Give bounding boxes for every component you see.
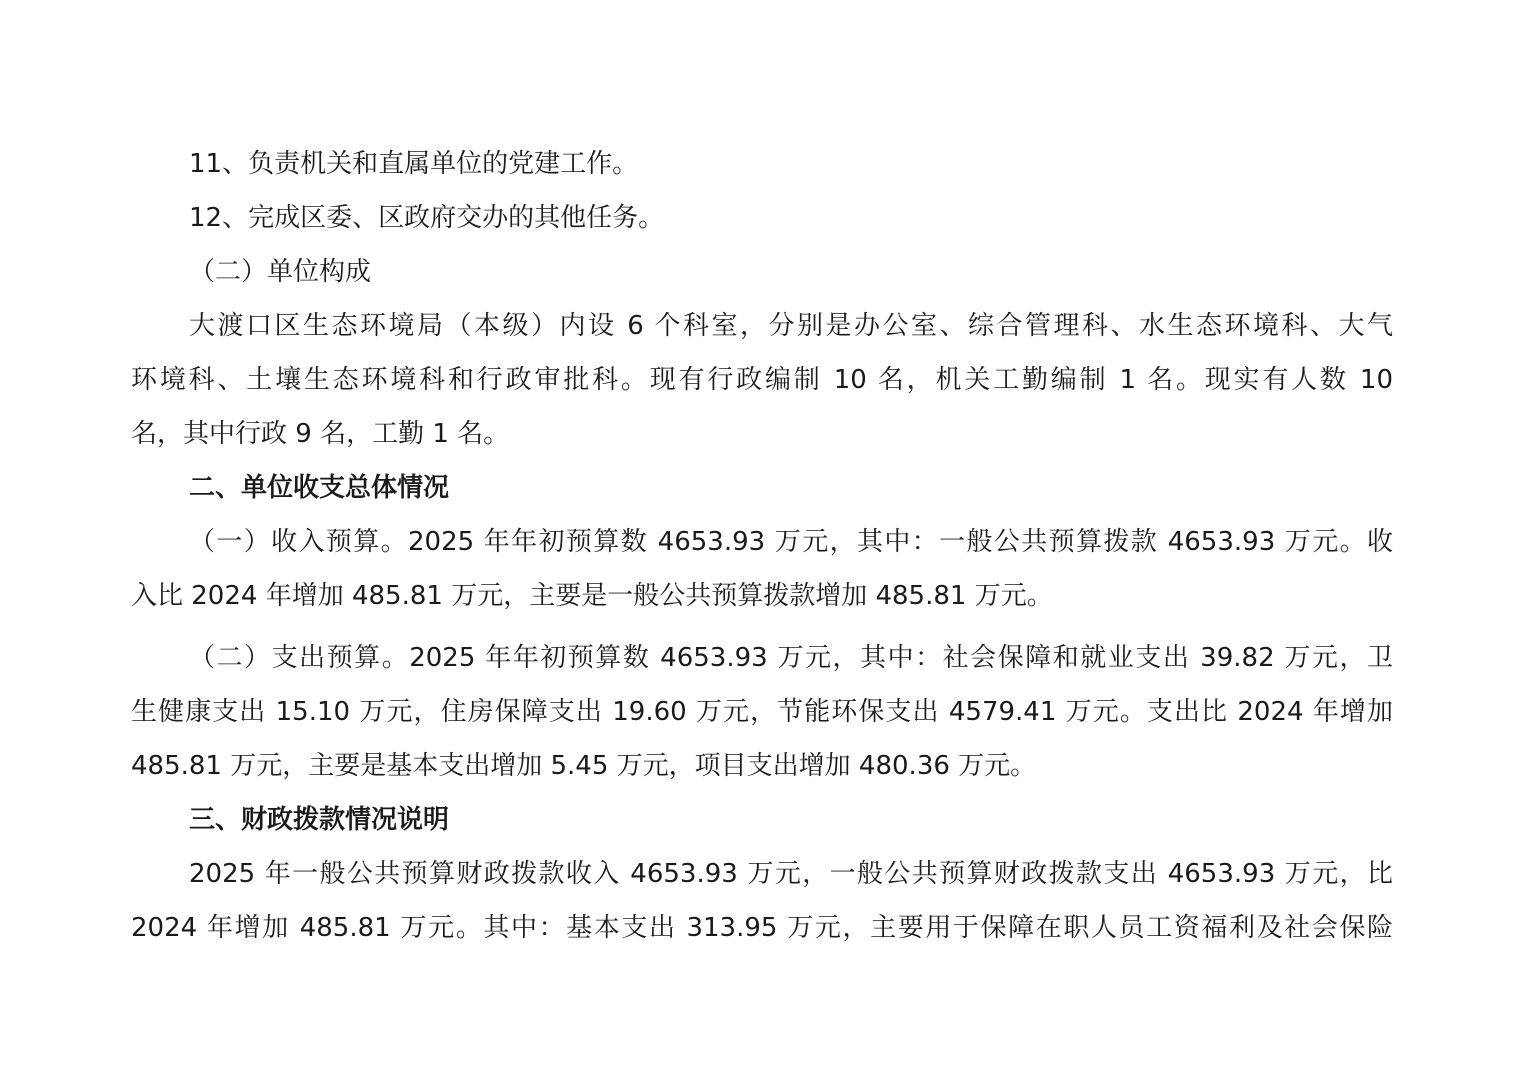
paragraph-line: （一）收入预算。2025 年年初预算数 4653.93 万元，其中：一般公共预算拨款 4653.93 万元。收	[189, 527, 1393, 557]
paragraph-line: 2024 年增加 485.81 万元。其中：基本支出 313.95 万元，主要用于保障在职人员工资福利及社会保险	[131, 913, 1393, 943]
section-heading-income-expenditure: 二、单位收支总体情况	[189, 473, 450, 503]
paragraph-line: 名，其中行政 9 名，工勤 1 名。	[131, 419, 510, 449]
section-heading-fiscal-appropriation: 三、财政拨款情况说明	[189, 805, 450, 835]
paragraph-line: 485.81 万元，主要是基本支出增加 5.45 万元，项目支出增加 480.36 万元。	[131, 751, 1037, 781]
paragraph-line: 入比 2024 年增加 485.81 万元，主要是一般公共预算拨款增加 485.81 万元。	[131, 581, 1053, 611]
paragraph-line: （二）支出预算。2025 年年初预算数 4653.93 万元，其中：社会保障和就业支出 39.82 万元，卫	[189, 643, 1393, 673]
paragraph-line: 2025 年一般公共预算财政拨款收入 4653.93 万元，一般公共预算财政拨款支出 4653.93 万元，比	[189, 859, 1393, 889]
paragraph-line: 大渡口区生态环境局（本级）内设 6 个科室，分别是办公室、综合管理科、水生态环境科、大气	[189, 311, 1393, 341]
duty-item-11: 11、负责机关和直属单位的党建工作。	[189, 149, 639, 179]
duty-item-12: 12、完成区委、区政府交办的其他任务。	[189, 203, 665, 233]
subsection-heading-unit-composition: （二）单位构成	[189, 257, 372, 287]
paragraph-line: 生健康支出 15.10 万元，住房保障支出 19.60 万元，节能环保支出 4579.41 万元。支出比 2024 年增加	[131, 697, 1393, 727]
paragraph-line: 环境科、土壤生态环境科和行政审批科。现有行政编制 10 名，机关工勤编制 1 名。现实有人数 10	[131, 365, 1393, 395]
